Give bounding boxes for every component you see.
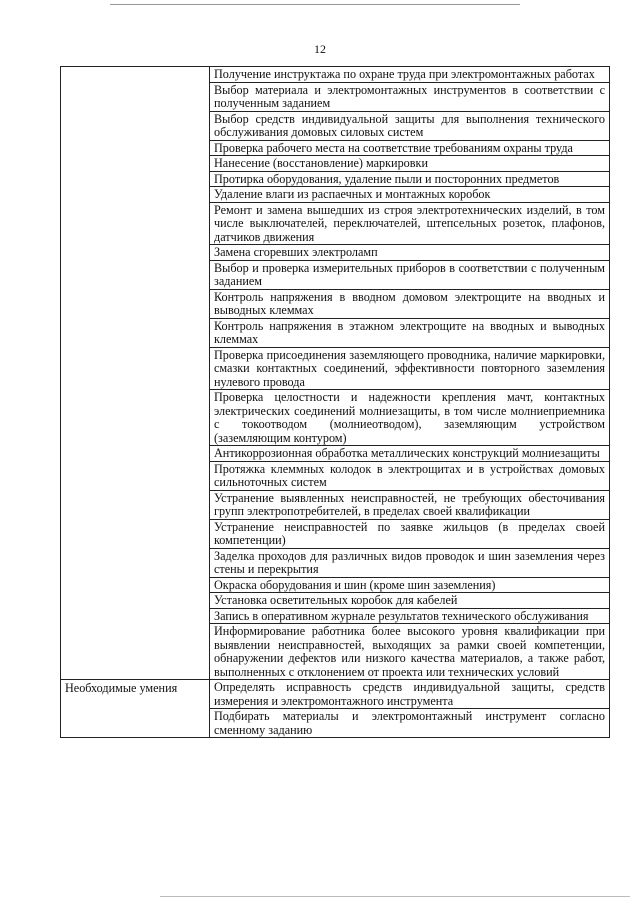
page-top-edge (110, 4, 520, 5)
task-cell: Проверка присоединения заземляющего проводника, наличие маркировки, смазки контактных соединений, эффективности повторного заземления нулевого провода (210, 347, 610, 390)
task-cell: Устранение выявленных неисправностей, не требующих обесточивания групп электропотребителей, в пределах своей квалификации (210, 490, 610, 519)
task-cell: Установка осветительных коробок для кабелей (210, 593, 610, 609)
table-body (61, 67, 610, 738)
page-number: 12 (314, 42, 326, 56)
task-cell: Выбор материала и электромонтажных инструментов в соответствии с полученным заданием (210, 82, 610, 111)
table-row (61, 680, 610, 709)
task-cell: Выбор средств индивидуальной защиты для выполнения технического обслуживания домовых силовых систем (210, 111, 610, 140)
task-cell: Запись в оперативном журнале результатов технического обслуживания (210, 608, 610, 624)
section-label-cell (61, 680, 210, 738)
task-cell: Контроль напряжения в этажном электрощите на вводных и выводных клеммах (210, 318, 610, 347)
task-cell: Проверка целостности и надежности крепления мачт, контактных электрических соединений молниезащиты, в том числе молниеприемника с токоотводом (молниеотводом), заземляющим устройством (заземляющим контуром) (210, 390, 610, 446)
task-cell: Контроль напряжения в вводном домовом электрощите на вводных и выводных клеммах (210, 289, 610, 318)
task-cell: Нанесение (восстановление) маркировки (210, 156, 610, 172)
page-bottom-edge (160, 896, 630, 897)
task-cell: Протирка оборудования, удаление пыли и посторонних предметов (210, 171, 610, 187)
task-cell: Протяжка клеммных колодок в электрощитах и в устройствах домовых сильноточных систем (210, 461, 610, 490)
task-cell: Ремонт и замена вышедших из строя электротехнических изделий, в том числе выключателей, переключателей, штепсельных розеток, плафонов, датчиков движения (210, 202, 610, 245)
section-label-cell (61, 67, 210, 680)
section-label (65, 68, 205, 69)
task-cell: Замена сгоревших электроламп (210, 245, 610, 261)
table-row (61, 67, 610, 83)
task-cell: Окраска оборудования и шин (кроме шин заземления) (210, 577, 610, 593)
task-cell: Устранение неисправностей по заявке жильцов (в пределах своей компетенции) (210, 519, 610, 548)
competency-table (60, 66, 610, 738)
section-label: Необходимые умения (65, 681, 178, 695)
task-cell: Проверка рабочего места на соответствие требованиям охраны труда (210, 140, 610, 156)
task-cell: Антикоррозионная обработка металлических конструкций молниезащиты (210, 446, 610, 462)
task-cell: Заделка проходов для различных видов проводок и шин заземления через стены и перекрытия (210, 548, 610, 577)
task-cell: Удаление влаги из распаечных и монтажных коробок (210, 187, 610, 203)
task-cell: Подбирать материалы и электромонтажный инструмент согласно сменному заданию (210, 709, 610, 738)
task-cell: Получение инструктажа по охране труда при электромонтажных работах (210, 67, 610, 83)
task-cell: Выбор и проверка измерительных приборов в соответствии с полученным заданием (210, 260, 610, 289)
task-cell: Информирование работника более высокого уровня квалификации при выявлении неисправностей, выходящих за рамки своей компетенции, обнаружении дефектов или низкого качества материалов, а также работ, выполненных с отклонением от проекта или технических условий (210, 624, 610, 680)
task-cell: Определять исправность средств индивидуальной защиты, средств измерения и электромонтажного инструмента (210, 680, 610, 709)
